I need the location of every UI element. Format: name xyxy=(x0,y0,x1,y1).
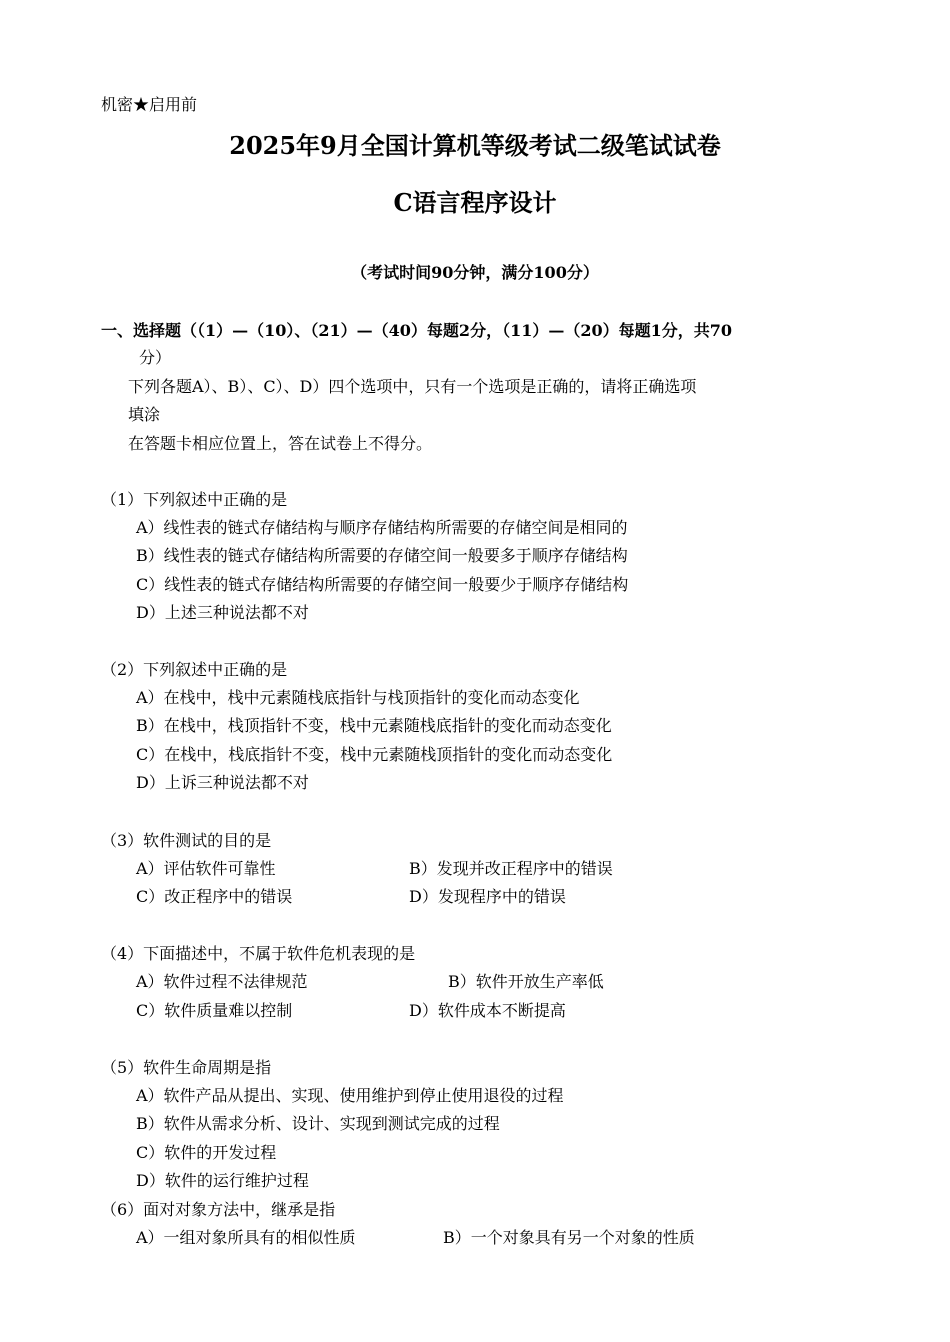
section-heading-cont: 分） xyxy=(139,348,172,367)
instruction-line: 下列各题A）、B）、C）、D）四个选项中，只有一个选项是正确的，请将正确选项 xyxy=(128,377,697,396)
question-option: B）软件从需求分析、设计、实现到测试完成的过程 xyxy=(136,1114,500,1133)
question-option: C）线性表的链式存储结构所需要的存储空间一般要少于顺序存储结构 xyxy=(136,575,629,594)
question-option: A）线性表的链式存储结构与顺序存储结构所需要的存储空间是相同的 xyxy=(136,518,628,537)
question-option: C）软件的开发过程 xyxy=(136,1143,277,1162)
instruction-line: 填涂 xyxy=(128,405,161,424)
section-heading: 一、选择题（（1）—（10）、（21）—（40）每题2分，（11）—（20）每题1分，共70 xyxy=(101,321,732,340)
question-option: A）评估软件可靠性 xyxy=(136,859,276,878)
question-option: B）线性表的链式存储结构所需要的存储空间一般要多于顺序存储结构 xyxy=(136,546,628,565)
question-option: C）改正程序中的错误 xyxy=(136,887,293,906)
question-option: A）一组对象所具有的相似性质 xyxy=(136,1228,356,1247)
question-stem: （5）软件生命周期是指 xyxy=(101,1058,272,1077)
question-stem: （3）软件测试的目的是 xyxy=(101,831,272,850)
question-option: C）在栈中，栈底指针不变，栈中元素随栈顶指针的变化而动态变化 xyxy=(136,745,613,764)
question-option: D）发现程序中的错误 xyxy=(409,887,566,906)
page-title: 2025年9月全国计算机等级考试二级笔试试卷 xyxy=(229,131,721,160)
question-option: D）上诉三种说法都不对 xyxy=(136,773,309,792)
question-option: B）发现并改正程序中的错误 xyxy=(409,859,613,878)
page-subtitle: C语言程序设计 xyxy=(393,188,557,217)
question-option: C）软件质量难以控制 xyxy=(136,1001,293,1020)
instruction-line: 在答题卡相应位置上，答在试卷上不得分。 xyxy=(128,434,433,453)
question-option: B）在栈中，栈顶指针不变，栈中元素随栈底指针的变化而动态变化 xyxy=(136,716,612,735)
question-stem: （2）下列叙述中正确的是 xyxy=(101,660,288,679)
question-option: B）一个对象具有另一个对象的性质 xyxy=(443,1228,695,1247)
question-option: A）软件产品从提出、实现、使用维护到停止使用退役的过程 xyxy=(136,1086,564,1105)
question-stem: （4）下面描述中，不属于软件危机表现的是 xyxy=(101,944,416,963)
question-option: D）上述三种说法都不对 xyxy=(136,603,309,622)
question-option: A）软件过程不法律规范 xyxy=(136,972,308,991)
question-option: A）在栈中，栈中元素随栈底指针与栈顶指针的变化而动态变化 xyxy=(136,688,580,707)
exam-info: （考试时间90分钟，满分100分） xyxy=(351,263,599,282)
question-option: D）软件的运行维护过程 xyxy=(136,1171,309,1190)
question-option: D）软件成本不断提高 xyxy=(409,1001,566,1020)
question-option: B）软件开放生产率低 xyxy=(448,972,604,991)
question-stem: （6）面对对象方法中，继承是指 xyxy=(101,1200,336,1219)
question-stem: （1）下列叙述中正确的是 xyxy=(101,490,288,509)
confidential-label: 机密★启用前 xyxy=(101,95,198,114)
